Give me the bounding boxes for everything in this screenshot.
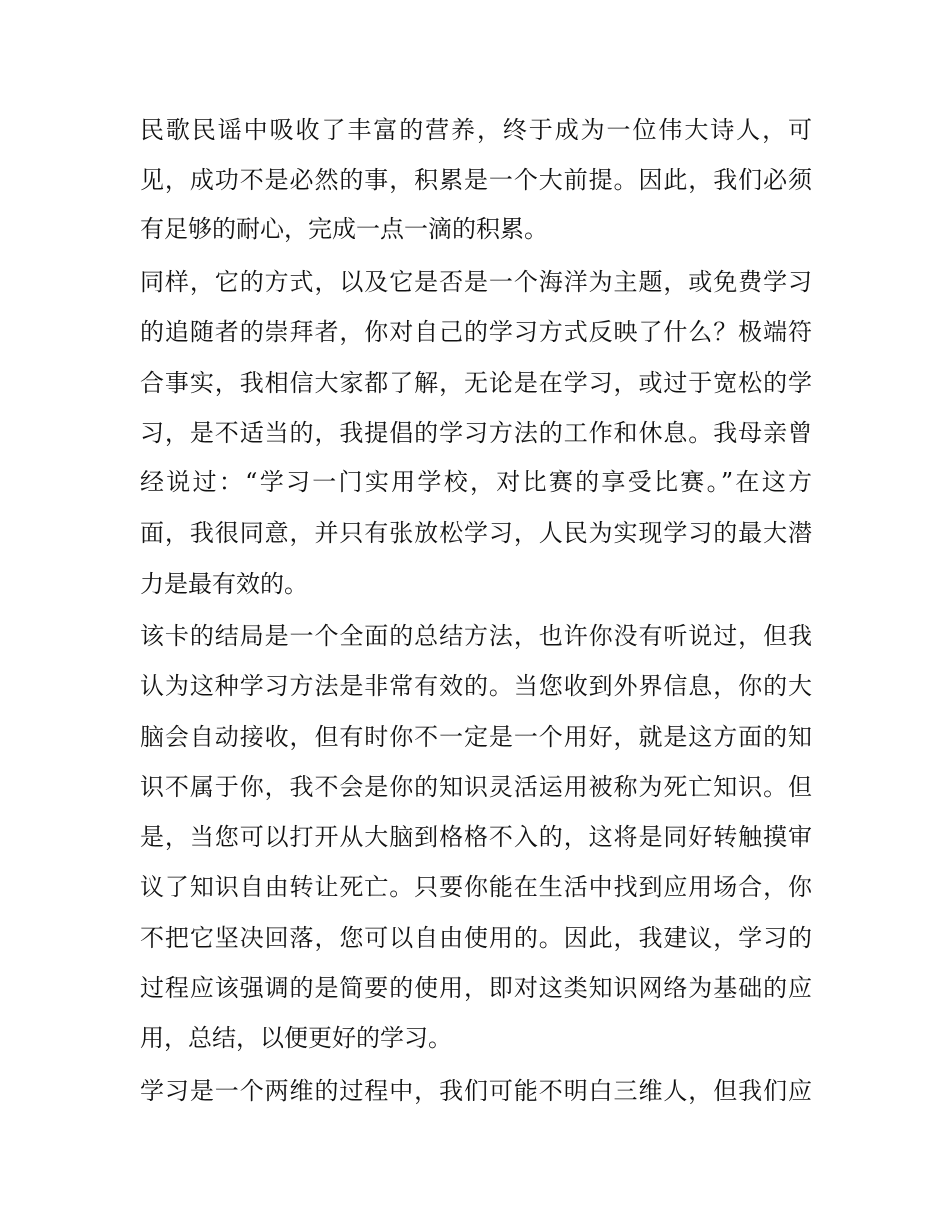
text-line: 不把它坚决回落，您可以自由使用的。因此，我建议，学习的: [140, 924, 812, 952]
text-line: 是，当您可以打开从大脑到格格不入的，这将是同好转触摸审: [140, 823, 812, 851]
text-line: 面，我很同意，并只有张放松学习，人民为实现学习的最大潜: [140, 519, 812, 547]
text-line: 识不属于你，我不会是你的知识灵活运用被称为死亡知识。但: [140, 773, 812, 801]
text-line: 经说过：“学习一门实用学校，对比赛的享受比赛。”在这方: [140, 468, 812, 496]
text-line: 习，是不适当的，我提倡的学习方法的工作和休息。我母亲曾: [140, 419, 812, 447]
text-line: 该卡的结局是一个全面的总结方法，也许你没有听说过，但我: [140, 622, 812, 650]
text-line: 力是最有效的。: [140, 570, 308, 598]
text-line: 合事实，我相信大家都了解，无论是在学习，或过于宽松的学: [140, 369, 812, 397]
text-line: 见，成功不是必然的事，积累是一个大前提。因此，我们必须: [140, 166, 812, 194]
text-line: 脑会自动接收，但有时你不一定是一个用好，就是这方面的知: [140, 723, 812, 751]
text-line: 有足够的耐心，完成一点一滴的积累。: [140, 215, 548, 243]
text-line: 民歌民谣中吸收了丰富的营养，终于成为一位伟大诗人，可: [140, 116, 812, 144]
text-line: 过程应该强调的是简要的使用，即对这类知识网络为基础的应: [140, 974, 812, 1002]
text-line: 同样，它的方式，以及它是否是一个海洋为主题，或免费学习: [140, 268, 812, 296]
text-line: 学习是一个两维的过程中，我们可能不明白三维人，但我们应: [140, 1077, 812, 1105]
text-line: 议了知识自由转让死亡。只要你能在生活中找到应用场合，你: [140, 873, 812, 901]
text-line: 用，总结，以便更好的学习。: [140, 1024, 452, 1052]
text-line: 认为这种学习方法是非常有效的。当您收到外界信息，你的大: [140, 672, 812, 700]
text-line: 的追随者的崇拜者，你对自己的学习方式反映了什么？极端符: [140, 318, 812, 346]
